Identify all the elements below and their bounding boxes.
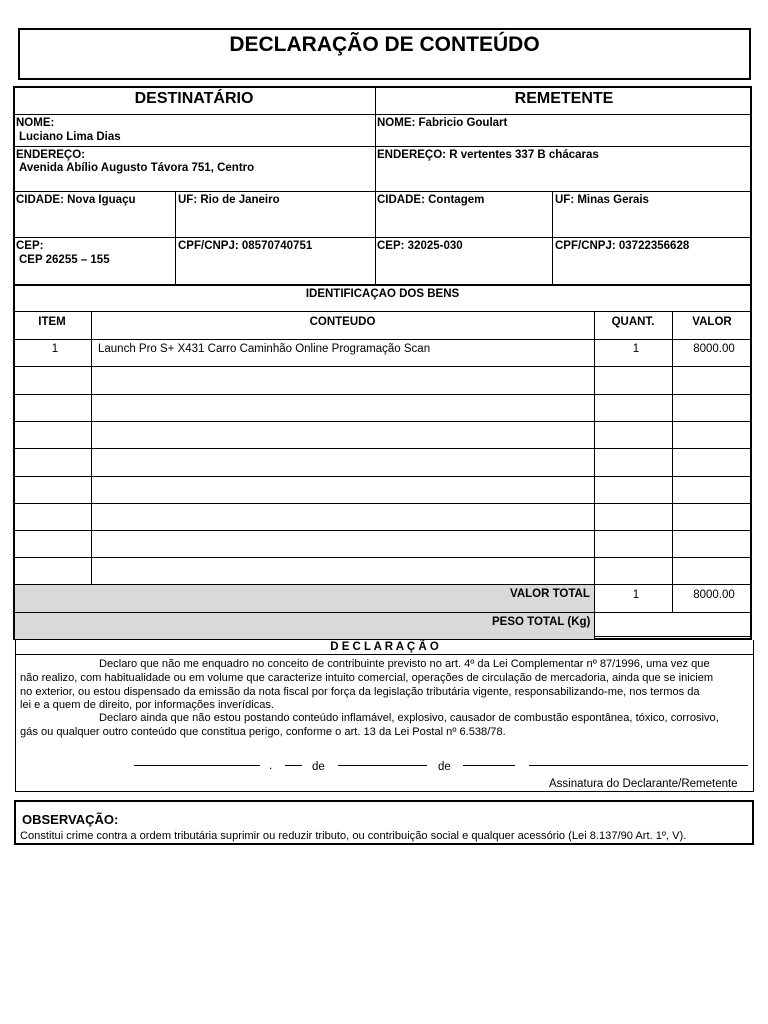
total-value: 8000.00 (693, 589, 735, 601)
goods-section-title: IDENTIFICAÇAO DOS BENS (305, 288, 460, 300)
sender-name: NOME: Fabricio Goulart (377, 117, 508, 129)
recipient-address-label: ENDEREÇO: (16, 149, 86, 161)
date-line-month (338, 765, 427, 766)
declaration-line: lei e a quem de direito, por informações inverídicas. (20, 699, 275, 711)
total-weight-label: PESO TOTAL (Kg) (492, 616, 591, 628)
col-qty: QUANT. (611, 316, 655, 328)
recipient-address-value: Avenida Abílio Augusto Távora 751, Centro (19, 162, 255, 174)
declaration-line: gás ou qualquer outro conteúdo que constitua perigo, conforme o art. 13 da Lei Postal nº 6.538/78. (20, 726, 506, 738)
declaration-line: Declaro ainda que não estou postando conteúdo inflamável, explosivo, causador de combustão espontânea, tóxico, corrosivo, (99, 712, 719, 724)
parties-box (13, 86, 752, 286)
signature-label: Assinatura do Declarante/Remetente (549, 778, 738, 790)
sender-header: REMETENTE (514, 90, 614, 107)
date-dot: . (269, 760, 273, 772)
recipient-name-value: Luciano Lima Dias (19, 131, 121, 143)
col-value: VALOR (692, 316, 732, 328)
recipient-city: CIDADE: Nova Iguaçu (16, 194, 136, 206)
col-content: CONTEUDO (309, 316, 376, 328)
date-line-year (463, 765, 515, 766)
row-content: Launch Pro S+ X431 Carro Caminhão Online Programação Scan (98, 343, 431, 355)
sender-city: CIDADE: Contagem (377, 194, 485, 206)
title-box (18, 28, 751, 80)
col-item: ITEM (38, 316, 66, 328)
recipient-cpf: CPF/CNPJ: 08570740751 (178, 240, 313, 252)
signature-line (529, 765, 748, 766)
date-line-place (134, 765, 260, 766)
recipient-header: DESTINATÁRIO (134, 90, 254, 107)
recipient-cep-value: CEP 26255 – 155 (19, 254, 110, 266)
declaration-line: no exterior, ou estou dispensado da emissão da nota fiscal por força da legislação tributária vigente, responsabilizando-me, nos termos da (20, 686, 700, 698)
date-de-2: de (438, 761, 451, 773)
total-qty: 1 (632, 589, 640, 601)
observation-title: OBSERVAÇÃO: (22, 812, 119, 827)
row-item: 1 (51, 343, 59, 355)
total-value-cell (15, 585, 594, 612)
sender-uf: UF: Minas Gerais (555, 194, 649, 206)
observation-text: Constitui crime contra a ordem tributária suprimir ou reduzir tributo, ou contribuição social e qualquer acessório (Lei 8.137/90 Art. 1º, V). (20, 830, 687, 842)
sender-cep: CEP: 32025-030 (377, 240, 463, 252)
recipient-cep-label: CEP: (16, 240, 44, 252)
row-value: 8000.00 (693, 343, 735, 355)
recipient-name-label: NOME: (16, 117, 55, 129)
recipient-uf: UF: Rio de Janeiro (178, 194, 280, 206)
page-title: DECLARAÇÃO DE CONTEÚDO (229, 33, 540, 56)
date-de-1: de (312, 761, 325, 773)
row-qty: 1 (632, 343, 640, 355)
sender-address: ENDEREÇO: R vertentes 337 B chácaras (377, 149, 599, 161)
date-line-day (285, 765, 302, 766)
total-value-label: VALOR TOTAL (510, 588, 590, 600)
declaration-line: não realizo, com habitualidade ou em volume que caracterize intuito comercial, operações de circulação de mercadoria, ainda que se iniciem (20, 672, 714, 684)
sender-cpf: CPF/CNPJ: 03722356628 (555, 240, 690, 252)
declaration-line: Declaro que não me enquadro no conceito de contribuinte previsto no art. 4º da Lei Complementar nº 87/1996, uma vez que (99, 658, 710, 670)
declaration-title: D E C L A R A Ç Ã O (330, 641, 439, 653)
